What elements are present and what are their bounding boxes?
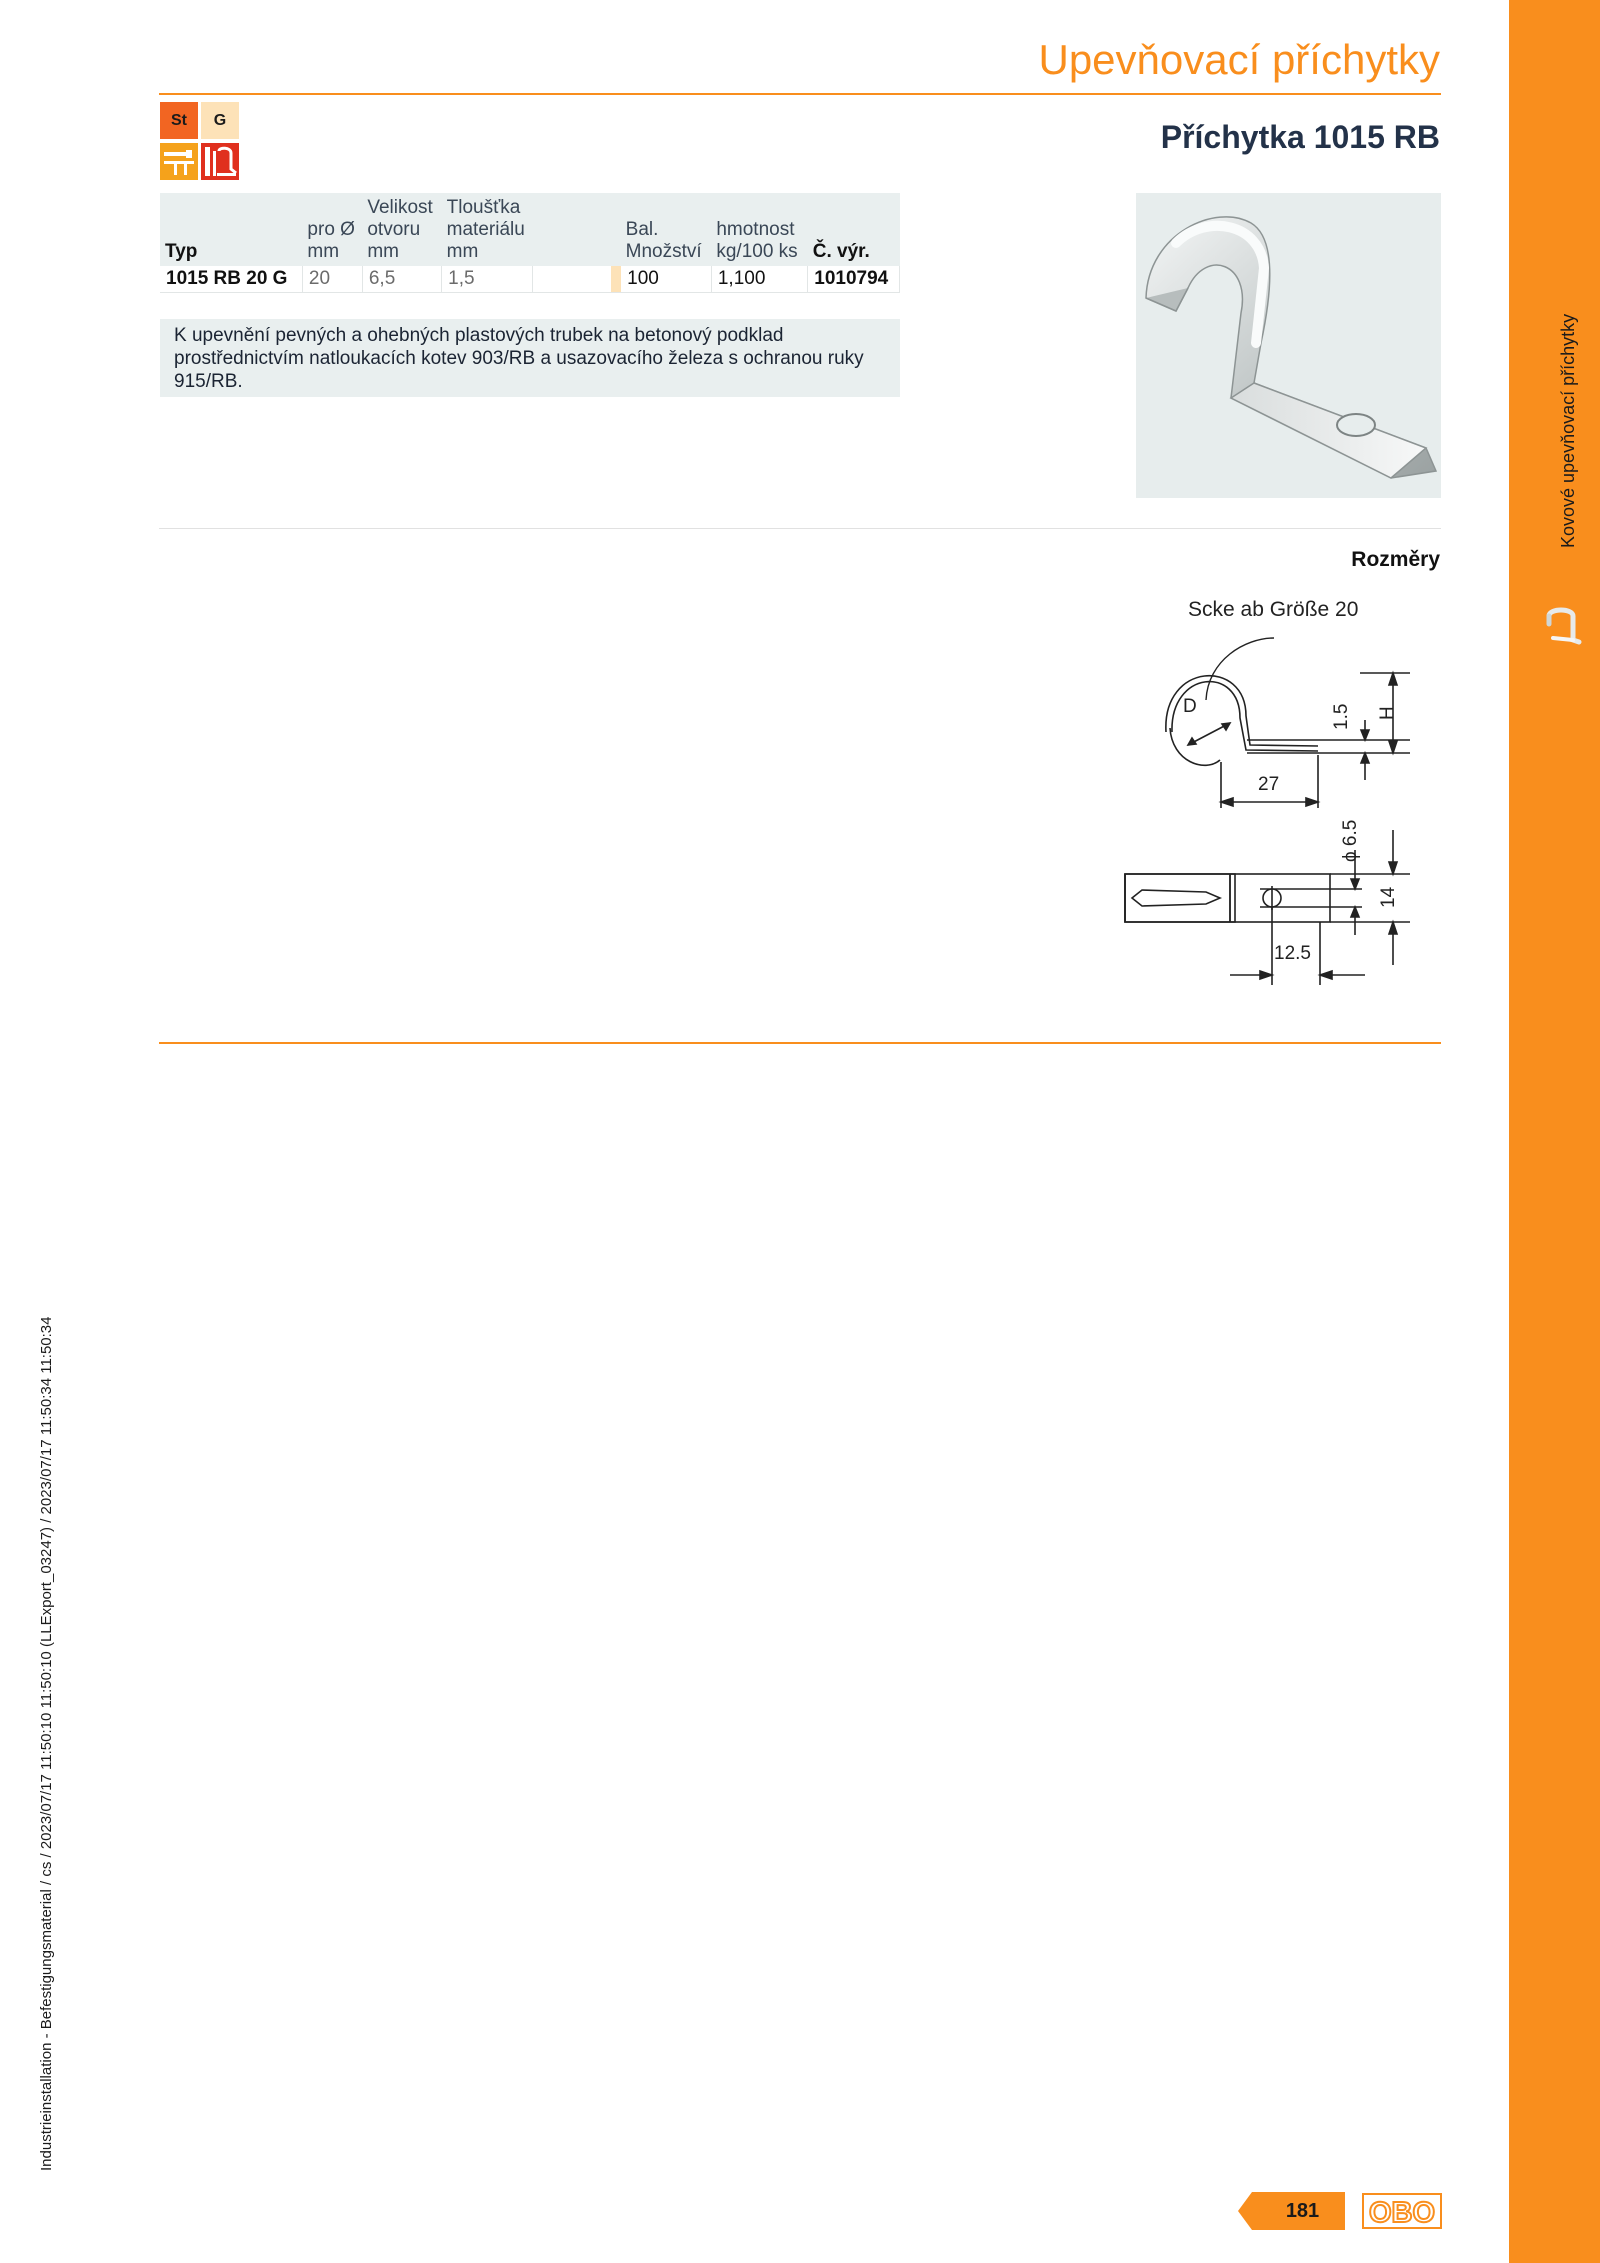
- cell-thickness: 1,5: [442, 266, 533, 293]
- side-caption: Kovové upevňovací příchytky: [1558, 313, 1578, 548]
- product-title: Příchytka 1015 RB: [1160, 119, 1440, 155]
- col-empty-header: [533, 193, 621, 266]
- material-badge-steel: St: [160, 102, 198, 139]
- table-header-row: [160, 193, 900, 266]
- label-thickness: 1.5: [1331, 703, 1352, 730]
- label-height: H: [1377, 706, 1398, 720]
- label-hole: ϕ 6.5: [1340, 819, 1361, 862]
- table-row: [160, 266, 900, 293]
- hammer-tool-icon: [160, 143, 198, 180]
- col-pack-header: Bal. Množství: [621, 193, 712, 266]
- cell-empty: [533, 266, 621, 293]
- cell-weight: 1,100: [711, 266, 807, 293]
- cell-pack-qty: 100: [621, 266, 712, 293]
- section-title: Upevňovací příchytky: [1038, 36, 1440, 83]
- col-type-header: Typ: [160, 193, 302, 266]
- dimensions-heading: Rozměry: [1351, 548, 1440, 571]
- label-14: 14: [1378, 886, 1399, 908]
- col-hole-header: Velikost otvoru mm: [362, 193, 441, 266]
- col-diameter-header: pro Ø mm: [302, 193, 362, 266]
- label-diameter: D: [1183, 696, 1197, 717]
- cell-article-no: 1010794: [808, 266, 900, 293]
- cell-hole-size: 6,5: [362, 266, 441, 293]
- col-weight-header: hmotnost kg/100 ks: [711, 193, 807, 266]
- divider: [159, 528, 1441, 529]
- logo-text: OBO: [1368, 2197, 1436, 2229]
- fixing-application-icon: [201, 143, 239, 180]
- drawing-note: Scke ab Größe 20: [1188, 598, 1359, 621]
- col-article-header: Č. výr.: [808, 193, 900, 266]
- cell-type: 1015 RB 20 G: [160, 266, 302, 293]
- label-12-5: 12.5: [1274, 943, 1311, 964]
- footer-rule: [159, 1042, 1441, 1044]
- obo-logo: [1362, 2193, 1442, 2229]
- material-badge-galvanized: G: [201, 102, 239, 139]
- footer-meta: Industrieinstallation - Befestigungsmaterial / cs / 2023/07/17 11:50:10 11:50:10 (LLExport_03247) / 2023/07/17 11:50:34 11:50:34: [38, 1316, 55, 2171]
- cell-diameter: 20: [302, 266, 362, 293]
- label-width: 27: [1258, 774, 1280, 795]
- dimension-drawing: [1110, 590, 1440, 990]
- product-description: K upevnění pevných a ohebných plastových trubek na betonový podklad prostřednictvím natloukacích kotev 903/RB a usazovacího železa s ochranou ruky 915/RB.: [160, 319, 900, 397]
- spec-table: [160, 193, 900, 293]
- side-band: [1509, 0, 1600, 2263]
- col-thickness-header: Tloušťka materiálu mm: [442, 193, 533, 266]
- product-photo: [1136, 193, 1441, 498]
- clip-icon: [1543, 602, 1583, 652]
- page-number: 181: [1285, 2200, 1320, 2222]
- header-rule: [159, 93, 1441, 95]
